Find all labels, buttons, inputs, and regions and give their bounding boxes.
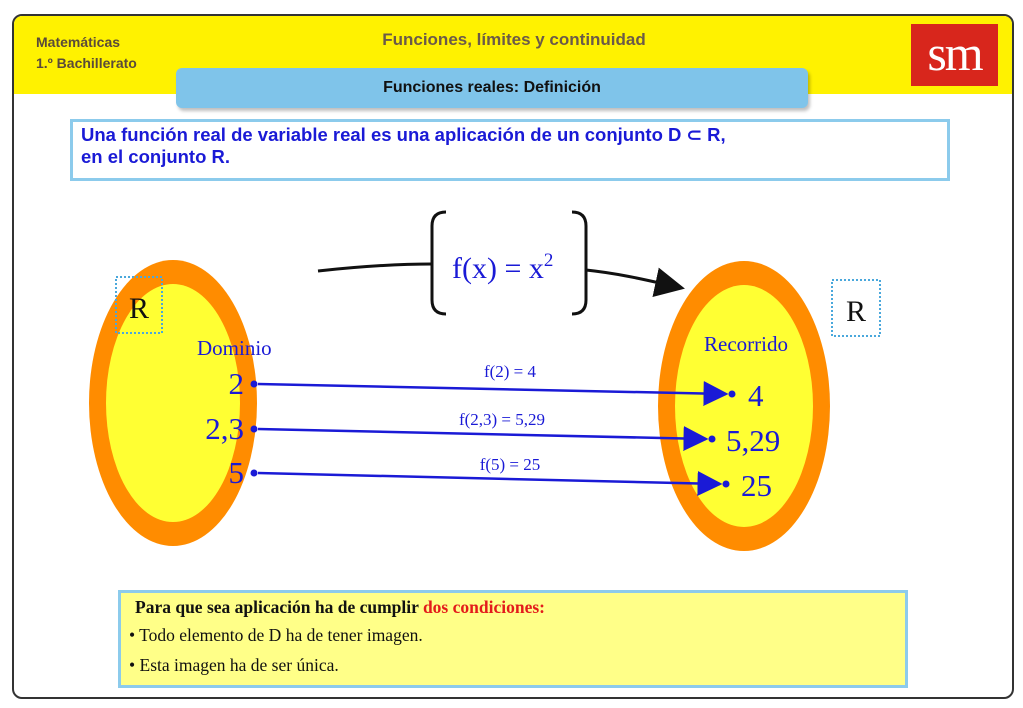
section-banner: Funciones reales: Definición: [176, 68, 808, 108]
function-arrow-out: [586, 270, 682, 288]
condition-item-2: • Esta imagen ha de ser única.: [129, 655, 339, 675]
domain-value-2: 2,3: [205, 411, 244, 446]
mapping-arrow-3: [258, 473, 720, 484]
domain-point-1: [251, 381, 258, 388]
mapping-arrow-2: [258, 429, 706, 439]
definition-line-1: Una función real de variable real es una aplicación de un conjunto D ⊂ R,: [81, 124, 726, 145]
subject-line-2: 1.º Bachillerato: [36, 55, 137, 71]
conditions-title: [135, 597, 545, 618]
range-value-3: 25: [741, 468, 772, 503]
subject-line-1: Matemáticas: [36, 34, 121, 50]
domain-ellipse-inner: [106, 284, 240, 522]
domain-value-1: 2: [228, 366, 244, 401]
definition-line-2: en el conjunto R.: [81, 146, 231, 167]
function-bracket-right: [572, 212, 586, 314]
function-bracket-left: [432, 212, 446, 314]
slide: [12, 14, 1014, 699]
domain-value-3: 5: [228, 455, 244, 490]
range-point-2: [709, 436, 716, 443]
mapping-label-2: f(2,3) = 5,29: [458, 410, 546, 429]
conditions-title-prefix: Para que sea aplicación ha de cumplir: [135, 597, 423, 617]
function-formula: $f(x) = x^2$: [452, 250, 554, 285]
condition-item-1: • Todo elemento de D ha de tener imagen.: [129, 625, 423, 645]
domain-point-2: [251, 426, 258, 433]
range-value-2: 5,29: [726, 423, 781, 458]
right-set-label: R: [845, 295, 867, 328]
range-point-1: [729, 391, 736, 398]
mapping-label-1: f(2) = 4: [483, 362, 537, 381]
sm-logo: sm: [911, 24, 998, 86]
range-value-1: 4: [748, 378, 764, 413]
range-point-3: [723, 481, 730, 488]
topic-title: Funciones, límites y continuidad: [382, 30, 646, 49]
left-set-label: R: [128, 292, 150, 325]
conditions-title-highlight: dos condiciones:: [422, 597, 545, 617]
range-label: Recorrido: [704, 332, 788, 356]
domain-point-3: [251, 470, 258, 477]
mapping-label-3: f(5) = 25: [479, 455, 541, 474]
conditions-box: [118, 590, 908, 688]
mapping-arrow-1: [258, 384, 726, 394]
function-arrow-in: [318, 264, 432, 271]
domain-label: Dominio: [197, 336, 272, 360]
